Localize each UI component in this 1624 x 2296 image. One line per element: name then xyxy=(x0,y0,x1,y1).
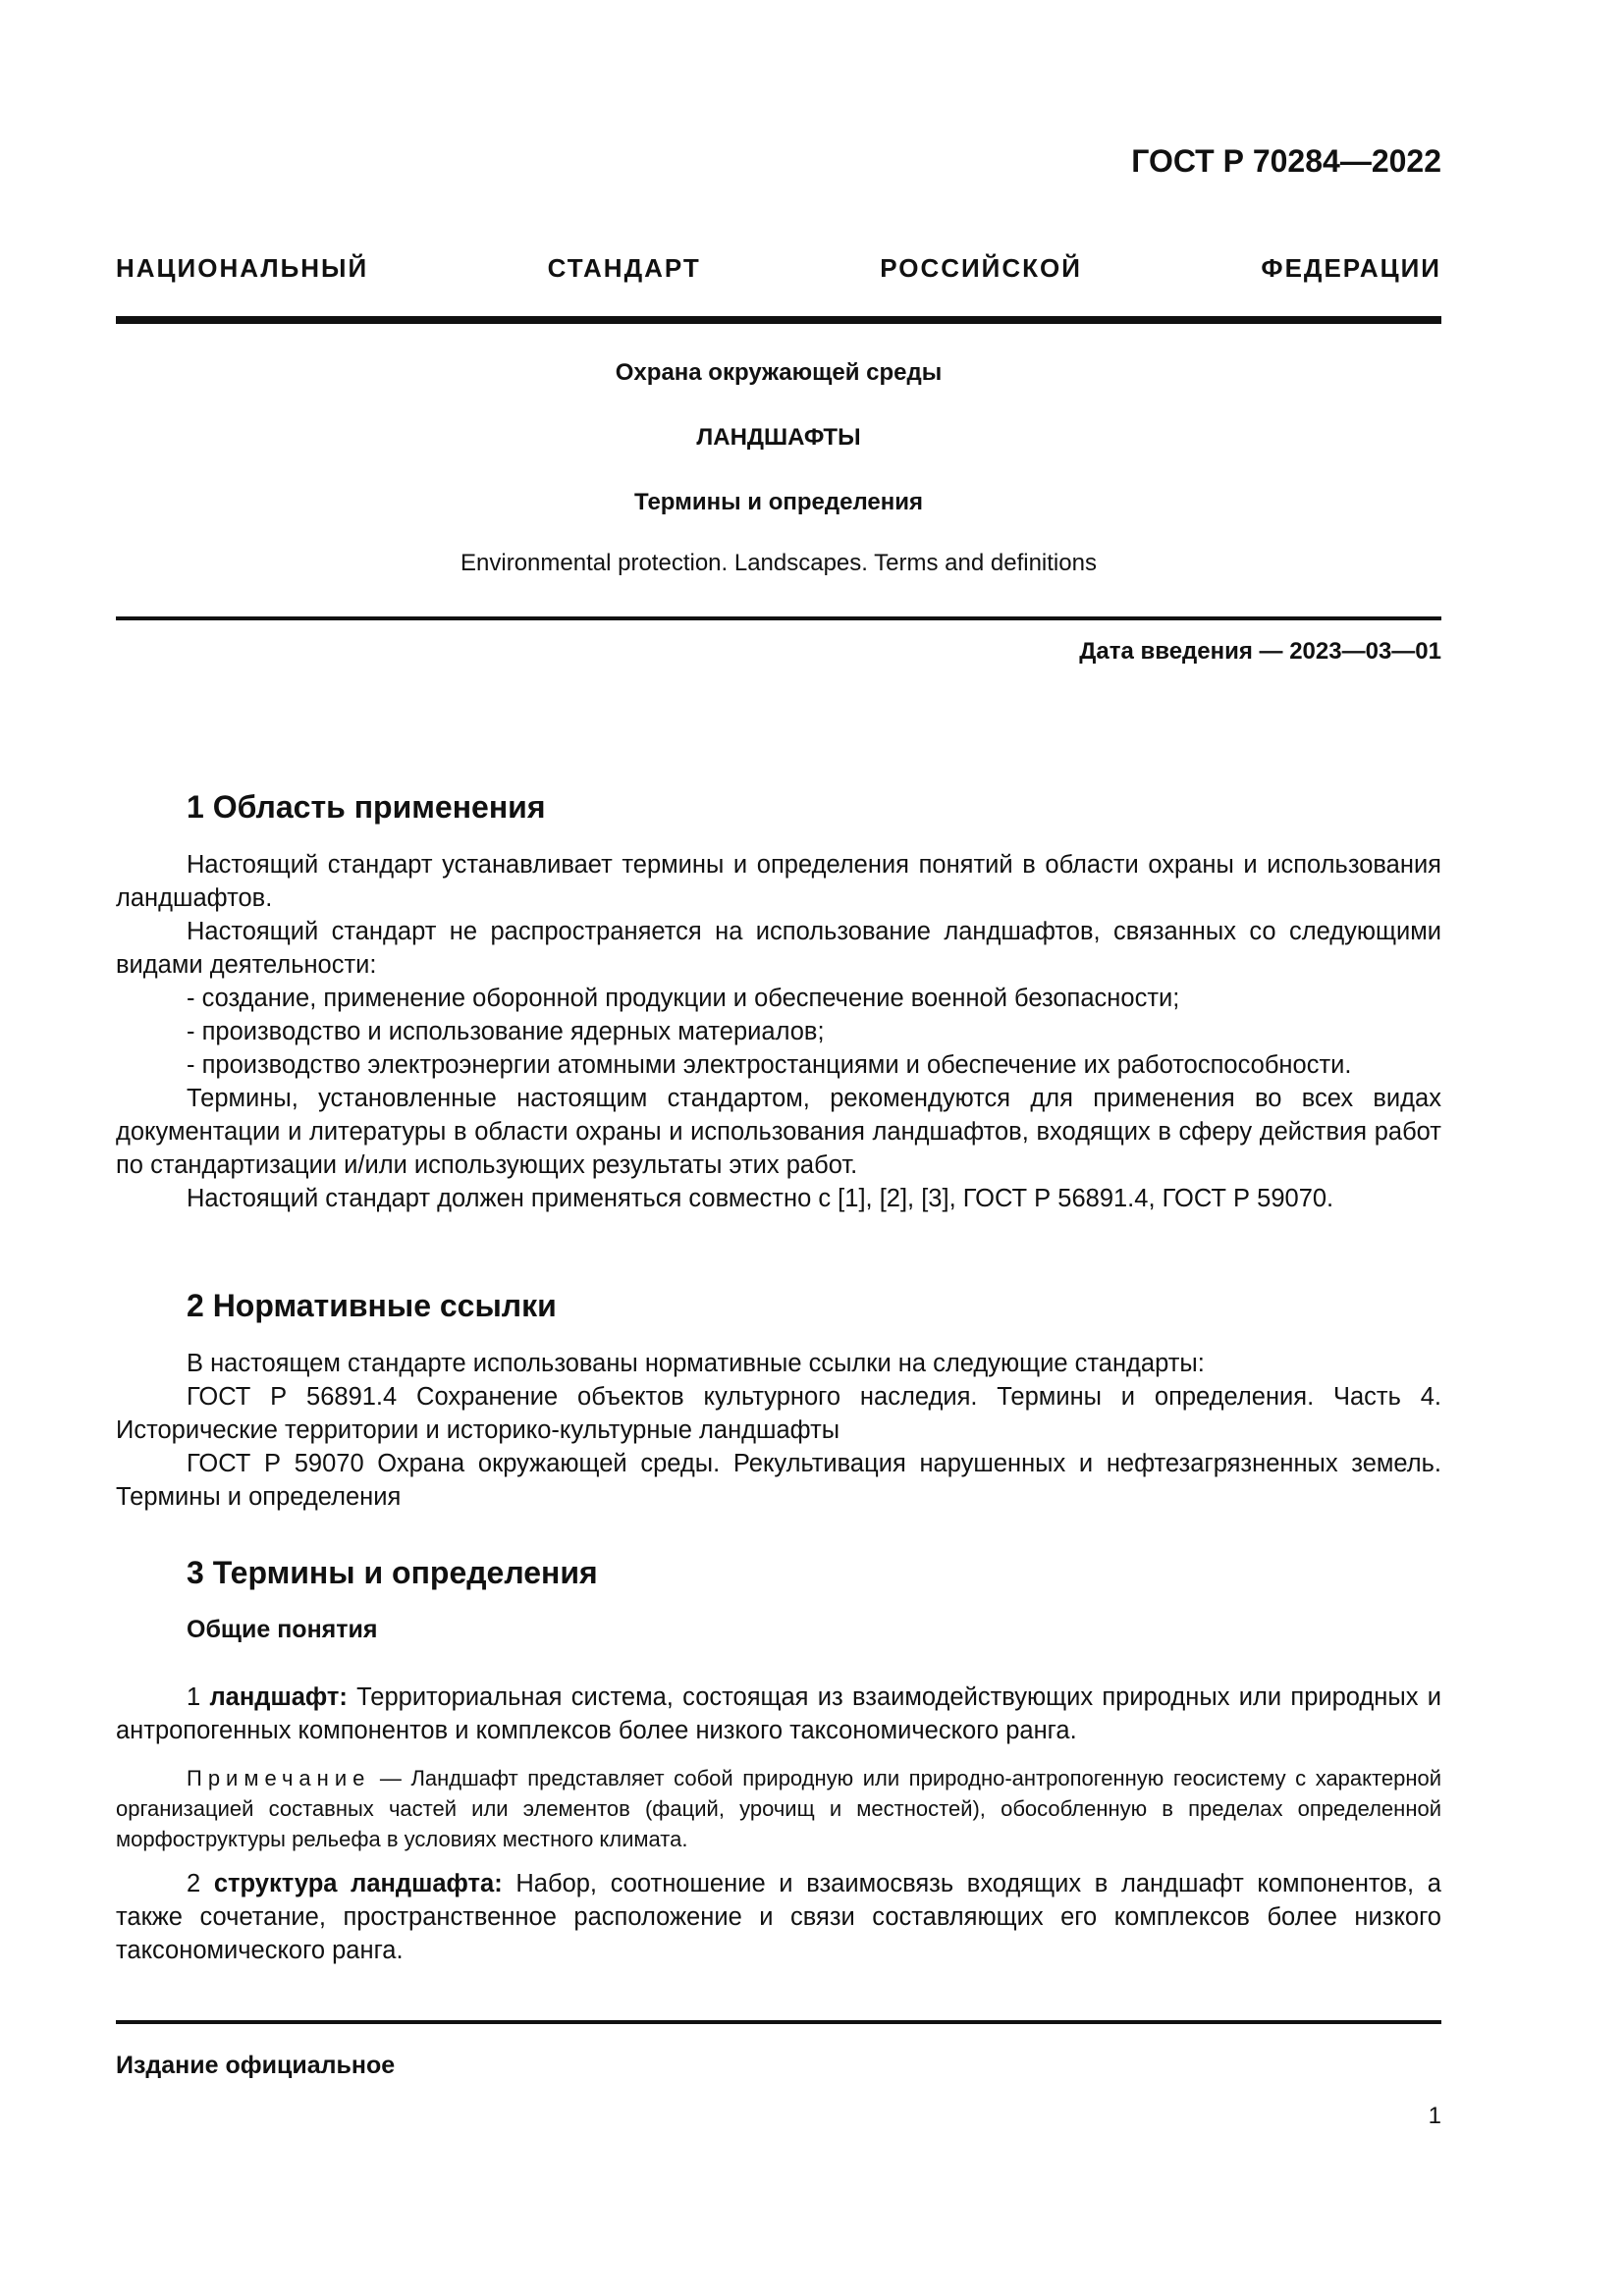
section-1-paragraph: Настоящий стандарт не распространяется на использование ландшафтов, связанных со следующими видами деятельности: xyxy=(116,918,1441,979)
section-2-body xyxy=(116,1347,1441,1514)
footer-rule xyxy=(116,2020,1441,2024)
doc-title-english: Environmental protection. Landscapes. Terms and definitions xyxy=(460,550,1097,576)
term-number: 1 xyxy=(187,1683,210,1711)
term-name: структура ландшафта: xyxy=(213,1870,503,1897)
national-standard-heading: НАЦИОНАЛЬНЫЙ СТАНДАРТ РОССИЙСКОЙ ФЕДЕРАЦИИ xyxy=(116,253,1441,283)
normative-reference: ГОСТ Р 56891.4 Сохранение объектов культурного наследия. Термины и определения. Часть 4. Исторические территории и историко-культурные ландшафты xyxy=(116,1383,1441,1444)
list-item: - создание, применение оборонной продукции и обеспечение военной безопасности; xyxy=(187,985,1180,1012)
section-3-title: 3 Термины и определения xyxy=(187,1555,598,1590)
section-1-paragraph: Настоящий стандарт устанавливает термины и определения понятий в области охраны и использования ландшафтов. xyxy=(116,851,1441,912)
term-name: ландшафт: xyxy=(209,1683,348,1711)
term-definition: Набор, соотношение и взаимосвязь входящих в ландшафт компонентов, а также сочетание, пространственное расположение и связи составляющих его комплексов более низкого таксономического ранга. xyxy=(116,1870,1441,1964)
section-2-paragraph: В настоящем стандарте использованы нормативные ссылки на следующие стандарты: xyxy=(187,1350,1205,1377)
term-entry xyxy=(116,1681,1441,1747)
title-rule xyxy=(116,616,1441,620)
official-edition-label: Издание официальное xyxy=(116,2052,396,2079)
term-note xyxy=(116,1763,1441,1854)
list-item: - производство электроэнергии атомными электростанциями и обеспечение их работоспособности. xyxy=(187,1051,1352,1079)
doc-title-line2: ЛАНДШАФТЫ xyxy=(696,424,861,451)
doc-title-line1: Охрана окружающей среды xyxy=(615,359,943,386)
intro-date: Дата введения — 2023—03—01 xyxy=(1079,638,1441,665)
list-item: - производство и использование ядерных материалов; xyxy=(187,1018,825,1045)
doc-title-line3: Термины и определения xyxy=(633,489,924,515)
note-text: — Ландшафт представляет собой природную или природно-антропогенную геосистему с характерной организацией составных частей или элементов (фаций, урочищ и местностей), обособленную в пределах определенной морфоструктуры рельефа в условиях местного климата. xyxy=(116,1766,1441,1851)
note-label: Примечание xyxy=(187,1766,371,1790)
page-number: 1 xyxy=(1428,2103,1441,2129)
normative-reference: ГОСТ Р 59070 Охрана окружающей среды. Рекультивация нарушенных и нефтезагрязненных земель. Термины и определения xyxy=(116,1450,1441,1511)
section-1-paragraph: Термины, установленные настоящим стандартом, рекомендуются для применения во всех видах документации и литературы в области охраны и использования ландшафтов, входящих в сферу действия работ по стандартизации и/или использующих результаты этих работ. xyxy=(116,1085,1441,1179)
section-2-title: 2 Нормативные ссылки xyxy=(187,1288,557,1323)
subsection-title: Общие понятия xyxy=(187,1616,378,1643)
section-1-body xyxy=(116,848,1441,1215)
term-number: 2 xyxy=(187,1870,214,1897)
term-entry xyxy=(116,1867,1441,1967)
standard-number: ГОСТ Р 70284—2022 xyxy=(1131,143,1441,179)
section-1-paragraph: Настоящий стандарт должен применяться совместно с [1], [2], [3], ГОСТ Р 56891.4, ГОСТ Р 59070. xyxy=(187,1185,1334,1212)
term-definition: Территориальная система, состоящая из взаимодействующих природных или природных и антропогенных компонентов и комплексов более низкого таксономического ранга. xyxy=(116,1683,1441,1744)
section-1-title: 1 Область применения xyxy=(187,789,546,825)
header-rule xyxy=(116,316,1441,324)
